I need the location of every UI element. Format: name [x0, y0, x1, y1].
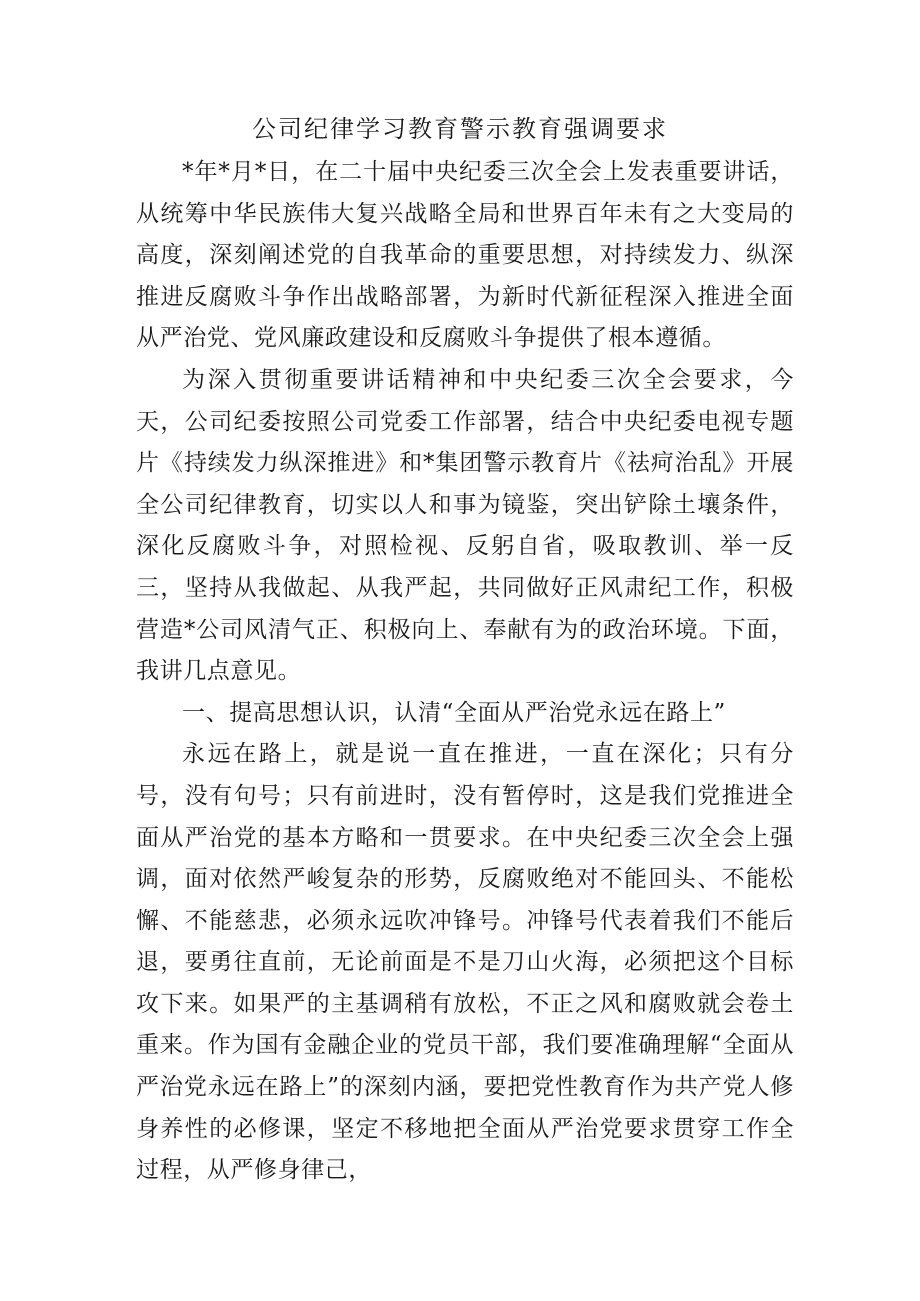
document-title: 公司纪律学习教育警示教育强调要求	[252, 115, 668, 143]
paragraph-intro: *年*月*日，在二十届中央纪委三次全会上发表重要讲话，从统筹中华民族伟大复兴战略全局和世界百年未有之大变局的高度，深刻阐述党的自我革命的重要思想，对持续发力、纵深推进反腐败斗争作出战略部署，为新时代新征程深入推进全面从严治党、党风廉政建设和反腐败斗争提供了根本遵循。	[136, 159, 794, 352]
document-body	[136, 152, 794, 1192]
section-paragraph: 永远在路上，就是说一直在推进，一直在深化；只有分号，没有句号；只有前进时，没有暂停时，这是我们党推进全面从严治党的基本方略和一贯要求。在中央纪委三次全会上强调，面对依然严峻复杂的形势，反腐败绝对不能回头、不能松懈、不能慈悲，必须永远吹冲锋号。冲锋号代表着我们不能后退，要勇往直前，无论前面是不是刀山火海，必须把这个目标攻下来。如果严的主基调稍有放松，不正之风和腐败就会卷土重来。作为国有金融企业的党员干部，我们要准确理解“全面从严治党永远在路上”的深刻内涵，要把党性教育作为共产党人修身养性的必修课，坚定不移地把全面从严治党要求贯穿工作全过程，从严修身律己，	[136, 741, 794, 1184]
paragraph-purpose: 为深入贯彻重要讲话精神和中央纪委三次全会要求，今天，公司纪委按照公司党委工作部署，结合中央纪委电视专题片《持续发力纵深推进》和*集团警示教育片《祛疴治乱》开展全公司纪律教育，切实以人和事为镜鉴，突出铲除土壤条件，深化反腐败斗争，对照检视、反躬自省，吸取教训、举一反三，坚持从我做起、从我严起，共同做好正风肃纪工作，积极营造*公司风清气正、积极向上、奉献有为的政治环境。下面，我讲几点意见。	[136, 366, 794, 685]
section-heading: 一、提高思想认识，认清“全面从严治党永远在路上”	[182, 699, 726, 726]
